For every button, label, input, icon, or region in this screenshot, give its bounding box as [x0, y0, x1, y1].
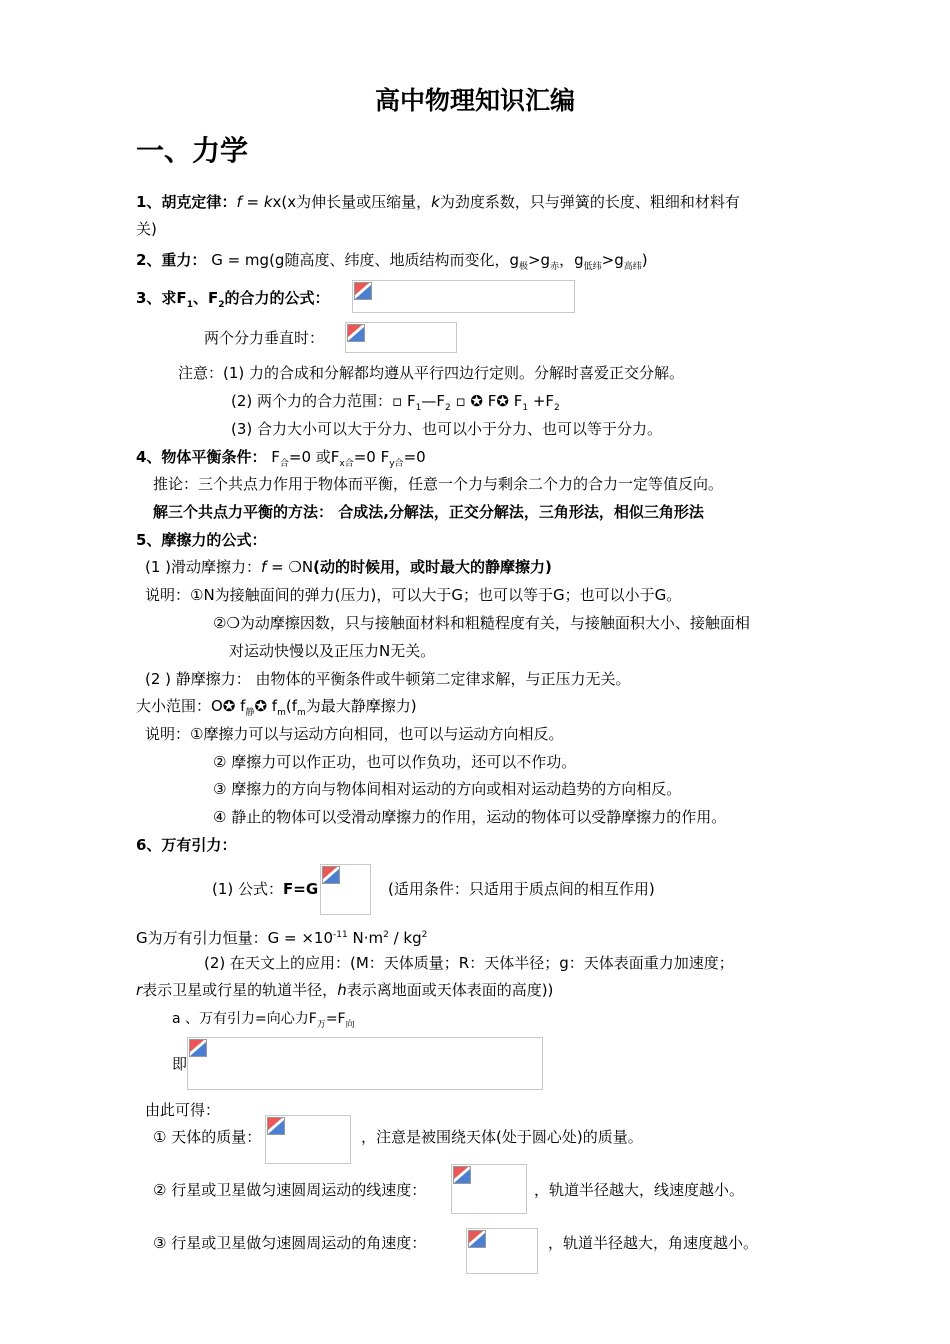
resultant-label [136, 288, 329, 315]
broken-image-icon [354, 282, 372, 300]
methods: 解三个共点力平衡的方法： 合成法,分解法，正交分解法，三角形法，相似三角形法 [153, 503, 704, 521]
n2-d: +F [528, 392, 555, 410]
r-2: ✪ f [254, 697, 278, 715]
eq-b: =0 或F [288, 448, 340, 466]
hooke-k2: k [431, 193, 440, 211]
centripetal-formula-image [187, 1037, 543, 1090]
g-sup3: 2 [421, 930, 428, 940]
linear-velocity-image [451, 1164, 527, 1214]
g-sup1: -11 [333, 930, 348, 940]
g-3: / kg [388, 929, 422, 947]
broken-image-icon [453, 1166, 471, 1184]
eq-as: 合 [279, 459, 289, 469]
note-2 [231, 391, 560, 418]
astronomy-app-2 [136, 980, 553, 1000]
gravity-gt2: >g [601, 251, 624, 269]
static-range [136, 696, 417, 723]
gravity-g: ，g [559, 251, 584, 269]
app-h: h [337, 981, 347, 999]
explain-3: ③ 摩擦力的方向与物体间相对运动的方向或相对运动趋势的方向相反。 [213, 780, 682, 798]
angular-velocity-a: ③ 行星或卫星做匀速圆周运动的角速度： [153, 1234, 427, 1252]
applicable-condition: (适用条件：只适用于质点间的相互作用) [388, 880, 655, 898]
broken-image-icon [468, 1230, 486, 1248]
r-1: 大小范围：O✪ f [136, 697, 246, 715]
res-s2: 2 [218, 300, 225, 310]
eq-c: =0 F [353, 448, 390, 466]
hooke-f: f [236, 193, 242, 211]
linear-velocity-a: ② 行星或卫星做匀速圆周运动的线速度： [153, 1181, 427, 1199]
friction-note-1: 说明：①N为接触面间的弹力(压力)，可以大于G；也可以等于G；也可以小于G。 [145, 586, 682, 604]
hooke-law-line2: 关) [136, 220, 157, 238]
n2-s2: 2 [444, 403, 451, 413]
perpendicular-formula-image [345, 322, 457, 353]
a-1: a 、万有引力=向心力F [172, 1011, 317, 1027]
kinetic-friction [145, 557, 552, 577]
equilibrium-line [136, 447, 426, 474]
eq-label: 4、物体平衡条件： [136, 448, 267, 466]
hooke-law-line [136, 192, 740, 212]
n2-a: (2) 两个力的合力范围：▫ F [231, 392, 416, 410]
res-t3: 的合力的公式： [224, 289, 330, 307]
hooke-eq: = [241, 193, 264, 211]
mass-line-a: ① 天体的质量： [153, 1128, 262, 1146]
note-3: (3) 合力大小可以大于分力、也可以小于分力、也可以等于分力。 [231, 420, 663, 438]
a-s1: 万 [316, 1019, 326, 1030]
perpendicular-label: 两个分力垂直时： [204, 329, 325, 347]
app-t2: 表示离地面或天体表面的高度)) [346, 981, 554, 999]
hooke-text2: 为劲度系数，只与弹簧的长度、粗细和材料有 [439, 193, 740, 211]
hence-label: 由此可得： [145, 1101, 221, 1119]
hooke-k: k [263, 193, 273, 211]
page-title: 高中物理知识汇编 [374, 86, 575, 115]
friction-note-2b: 对运动快慢以及正压力N无关。 [229, 642, 436, 660]
res-t2: 、F [192, 289, 219, 307]
mass-formula-image [265, 1115, 351, 1164]
n2-s3: 1 [522, 403, 529, 413]
friction-note-2: ②❍为动摩擦因数，只与接触面材料和粗糙程度有关，与接触面积大小、接触面相 [213, 614, 750, 632]
broken-image-icon [322, 866, 340, 884]
ji-label: 即 [172, 1055, 188, 1073]
f1-fg: F=G [283, 880, 319, 898]
sub-high: 高纬 [623, 262, 642, 272]
k1-d: (动的时候用，或时最大的静摩擦力) [313, 558, 552, 576]
r-s2: m [277, 708, 286, 718]
r-s1: 静 [245, 708, 255, 718]
resultant-formula-image [352, 280, 575, 313]
angular-velocity-image [466, 1228, 538, 1274]
gravitation-formula-line [212, 879, 318, 899]
explain-4: ④ 静止的物体可以受滑动摩擦力的作用，运动的物体可以受静摩擦力的作用。 [213, 808, 727, 826]
gravitation-formula-image [320, 864, 371, 915]
broken-image-icon [189, 1039, 207, 1057]
static-friction: (2 ) 静摩擦力： 由物体的平衡条件或牛顿第二定律求解，与正压力无关。 [145, 670, 631, 688]
angular-velocity-b: ，轨道半径越大，角速度越小。 [548, 1234, 759, 1252]
linear-velocity-b: ，轨道半径越大，线速度越小。 [534, 1181, 745, 1199]
sub-low: 低纬 [583, 262, 602, 272]
k1-c: = ❍N [266, 558, 314, 576]
g-2: N·m [347, 929, 384, 947]
k1-f: f [261, 558, 267, 576]
gravity-equals-centripetal [172, 1009, 355, 1035]
a-s2: 向 [345, 1019, 355, 1030]
f1-label: (1) 公式： [212, 880, 284, 898]
gravity-close: ) [641, 251, 648, 269]
app-r: r [136, 981, 143, 999]
eq-bs: x合 [339, 459, 354, 469]
n2-s4: 2 [554, 403, 560, 413]
a-2: =F [325, 1011, 346, 1027]
astronomy-app-1: (2) 在天文上的应用：(M：天体质量；R：天体半径；g：天体表面重力加速度； [204, 954, 734, 972]
inference: 推论：三个共点力作用于物体而平衡，任意一个力与剩余二个力的合力一定等值反向。 [153, 475, 724, 493]
gravity-text: G = mg(g随高度、纬度、地质结构而变化，g [206, 251, 519, 269]
hooke-text1: x(x为伸长量或压缩量， [272, 193, 432, 211]
n2-s1: 1 [415, 403, 422, 413]
g-1: G为万有引力恒量：G = ×10 [136, 929, 334, 947]
gravity-gt: >g [527, 251, 551, 269]
k1-a: (1 )滑动摩擦力： [145, 558, 262, 576]
mass-line-b: ，注意是被围绕天体(处于圆心处)的质量。 [361, 1128, 643, 1146]
gravitational-constant [136, 925, 427, 948]
r-s3: m [297, 708, 306, 718]
broken-image-icon [267, 1117, 285, 1135]
eq-cs: y合 [389, 459, 404, 469]
res-t1: 3、求F [136, 289, 187, 307]
section-heading-mechanics: 一、力学 [136, 134, 249, 167]
hooke-label: 1、胡克定律： [136, 193, 237, 211]
eq-a: F [266, 448, 280, 466]
r-3: (f [285, 697, 297, 715]
gravitation-label: 6、万有引力： [136, 836, 237, 854]
r-4: 为最大静摩擦力) [305, 697, 417, 715]
g-sup2: 2 [383, 930, 389, 940]
note-1: 注意：(1) 力的合成和分解都均遵从平行四边行定则。分解时喜爱正交分解。 [178, 364, 685, 382]
res-s1: 1 [186, 300, 193, 310]
n2-c: ▫ ✪ F✪ F [450, 392, 523, 410]
gravity-line [136, 250, 648, 277]
sub-ji: 极 [518, 262, 528, 272]
explain-1: 说明：①摩擦力可以与运动方向相同，也可以与运动方向相反。 [145, 725, 564, 743]
app-t1: 表示卫星或行星的轨道半径， [142, 981, 338, 999]
friction-label: 5、摩擦力的公式： [136, 531, 267, 549]
broken-image-icon [347, 324, 365, 342]
gravity-label: 2、重力： [136, 251, 207, 269]
explain-2: ② 摩擦力可以作正功，也可以作负功，还可以不作功。 [213, 753, 577, 771]
n2-b: —F [421, 392, 445, 410]
sub-chi: 赤 [550, 262, 560, 272]
eq-d: =0 [403, 448, 426, 466]
